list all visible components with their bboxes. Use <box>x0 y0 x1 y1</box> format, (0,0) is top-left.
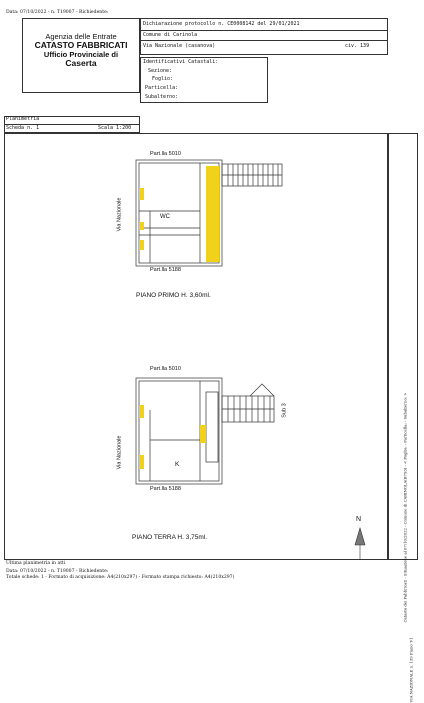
k-label: K <box>175 461 180 468</box>
address-text: Via Nazionale (casanova) <box>143 43 216 49</box>
first-south-label: Part.lla 5188 <box>150 267 181 273</box>
comune-text: Comune di Carinola <box>143 32 198 38</box>
first-floor-title: PIANO PRIMO H. 3,60ml. <box>136 292 211 299</box>
catasto-title: CATASTO FABBRICATI <box>34 40 128 50</box>
identificativi-label: Identificativi Catastali: <box>143 59 219 65</box>
protocol-text: Dichiarazione protocollo n. CE0008142 del 29/01/2021 <box>143 21 300 27</box>
scala-label: Scala 1:200 <box>98 125 132 131</box>
first-north-label: Part.lla 5010 <box>150 151 181 157</box>
civ-text: civ. 139 <box>345 43 370 49</box>
sub3-label: Sub 3 <box>281 403 288 418</box>
agency-name: Agenzia delle Entrate <box>45 32 117 41</box>
ground-floor-outline <box>136 378 222 484</box>
province-name: Caserta <box>65 58 97 68</box>
footer-totale: Totale schede: 1 - Formato di acquisizione: A4(210x297) - Formato stampa richiesto: A4(210x297) <box>6 575 235 580</box>
scheda-label: Scheda n. 1 <box>6 125 40 131</box>
first-street-label: Via Nazionale <box>116 197 123 232</box>
wc-label: WC <box>160 214 170 220</box>
side-text-1: Catasto dei Fabbricati - Situazione al 07/10/2022 - Comune di CARINOLA(B793) - < Foglio: - Particella: - Subalterno: > <box>402 392 408 623</box>
ground-floor-title: PIANO TERRA H. 3,75ml. <box>132 534 208 541</box>
ground-north-label: Part.lla 5010 <box>150 366 181 372</box>
first-floor-stairs <box>222 164 282 186</box>
footer-data: Data: 07/10/2022 - n. T19007 - Richiedente: <box>6 569 109 574</box>
ground-south-label: Part.lla 5188 <box>150 486 181 492</box>
sezione-label: Sezione: <box>148 68 173 74</box>
ground-floor-stairs <box>222 384 274 422</box>
foglio-label: Foglio: <box>152 76 174 82</box>
top-meta: Data: 07/10/2022 - n. T19007 - Richiedente: <box>6 10 109 15</box>
side-text-2: VIA NAZIONALE n. 139 Piano T-1 <box>408 637 414 703</box>
north-arrow <box>355 528 365 560</box>
subalterno-label: Subalterno: <box>145 94 179 100</box>
north-label: N <box>356 516 362 523</box>
office-name: Ufficio Provinciale di <box>43 50 119 59</box>
ground-street-label: Via Nazionale <box>116 435 123 470</box>
particella-label: Particella: <box>145 85 179 91</box>
ultima-label: Ultima planimetria in atti <box>6 561 66 566</box>
planimetria-label: Planimetria <box>6 116 40 122</box>
first-floor-highlight-wall <box>206 166 219 262</box>
